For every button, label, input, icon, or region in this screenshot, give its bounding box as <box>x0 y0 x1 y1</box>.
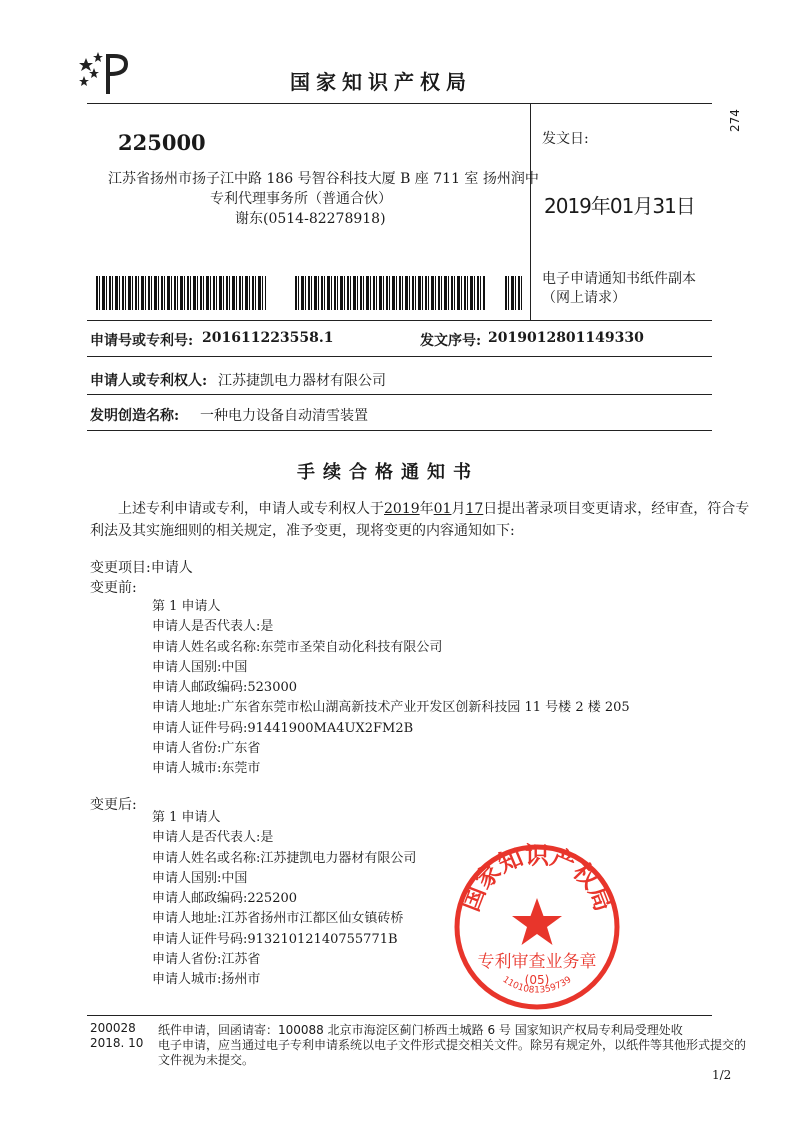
list-item: 申请人省份:广东省 <box>152 741 261 757</box>
recipient-contact: 谢东(0514-82278918) <box>235 211 386 227</box>
list-item: 申请人国别:中国 <box>152 870 248 886</box>
copy-note: 电子申请通知书纸件副本（网上请求） <box>542 271 696 306</box>
intro-text-1: 上述专利申请或专利，申请人或专利权人于 <box>118 501 384 517</box>
issue-date-value: 2019年01月31日 <box>544 194 695 218</box>
header-top-rule <box>87 103 712 104</box>
applicant-value: 江苏捷凯电力器材有限公司 <box>218 373 386 389</box>
seal-code: (05) <box>524 973 550 987</box>
after-list <box>152 808 416 991</box>
seal-center-text: 专利审查业务章 <box>477 952 597 972</box>
notice-intro <box>118 498 749 518</box>
list-item: 申请人证件号码:91321012140755771B <box>152 931 398 947</box>
seal-serial: 1101081359739 <box>500 974 574 996</box>
serial-label: 发文序号: <box>420 333 482 349</box>
cnipa-logo-icon <box>76 48 136 96</box>
issue-date-label: 发文日: <box>542 131 589 147</box>
postal-code: 225000 <box>118 130 206 155</box>
list-item: 申请人国别:中国 <box>152 659 248 675</box>
footer-line-2: 电子申请，应当通过电子专利申请系统以电子文件形式提交相关文件。除另有规定外，以纸件等其他形式提交的 <box>158 1038 747 1052</box>
list-item: 申请人邮政编码:225200 <box>152 891 298 907</box>
intro-month: 01 <box>433 501 452 517</box>
intro-day: 17 <box>465 501 484 517</box>
info-rule-1 <box>87 320 712 321</box>
list-item: 申请人城市:扬州市 <box>152 972 261 988</box>
side-number: 274 <box>728 109 742 132</box>
notice-intro-line2: 利法及其实施细则的相关规定，准予变更，现将变更的内容通知如下: <box>90 523 515 539</box>
intro-text-4: 日提出著录项目变更请求，经审查，符合专 <box>483 501 750 517</box>
header-divider <box>530 104 531 320</box>
before-list <box>152 597 630 780</box>
serial-value: 2019012801149330 <box>488 330 644 346</box>
seal-star-icon <box>512 898 562 945</box>
list-item: 申请人地址:江苏省扬州市江都区仙女镇砖桥 <box>152 911 404 927</box>
office-name: 国家知识产权局 <box>290 70 472 94</box>
footer-form-no: 200028 <box>90 1021 136 1035</box>
applicant-label: 申请人或专利权人: <box>90 373 208 389</box>
footer-line-1: 纸件申请，回函请寄：100088 北京市海淀区蓟门桥西土城路 6 号 国家知识产权局专利局受理处收 <box>158 1023 683 1037</box>
list-item: 申请人姓名或名称:江苏捷凯电力器材有限公司 <box>152 850 417 866</box>
list-item: 第 1 申请人 <box>152 599 221 614</box>
info-rule-3 <box>87 394 712 395</box>
intro-text-2: 年 <box>419 501 434 517</box>
after-label: 变更后: <box>90 797 137 813</box>
app-no-label: 申请号或专利号: <box>90 333 194 349</box>
notice-title: 手续合格通知书 <box>297 462 479 483</box>
app-no-value: 201611223558.1 <box>202 330 334 346</box>
footer-line-3: 文件视为未提交。 <box>158 1053 255 1067</box>
intro-text-3: 月 <box>451 501 466 517</box>
seal-arc-text: 国家知识产权局 <box>456 842 618 916</box>
change-item: 变更项目:申请人 <box>90 560 193 576</box>
list-item: 申请人是否代表人:是 <box>152 830 274 846</box>
info-rule-4 <box>87 430 712 431</box>
list-item: 申请人城市:东莞市 <box>152 761 261 777</box>
footer-rule <box>87 1015 712 1016</box>
list-item: 申请人姓名或名称:东莞市圣荣自动化科技有限公司 <box>152 639 443 655</box>
info-rule-2 <box>87 356 712 357</box>
before-label: 变更前: <box>90 580 137 596</box>
list-item: 申请人地址:广东省东莞市松山湖高新技术产业开发区创新科技园 11 号楼 2 楼 205 <box>152 700 630 716</box>
invention-label: 发明创造名称: <box>90 408 180 424</box>
list-item: 第 1 申请人 <box>152 810 221 825</box>
recipient-address: 江苏省扬州市扬子江中路 186 号智谷科技大厦 B 座 711 室 扬州润中 <box>108 171 539 187</box>
list-item: 申请人邮政编码:523000 <box>152 680 298 696</box>
barcode-middle <box>295 276 485 310</box>
official-seal <box>452 842 622 1012</box>
page-number: 1/2 <box>712 1068 732 1082</box>
footer-form-date: 2018. 10 <box>90 1036 144 1050</box>
barcode-right <box>505 276 523 310</box>
recipient-agency: 专利代理事务所（普通合伙） <box>210 191 392 207</box>
list-item: 申请人证件号码:91441900MA4UX2FM2B <box>152 720 414 736</box>
intro-year: 2019 <box>384 501 420 517</box>
barcode-left <box>96 276 266 310</box>
list-item: 申请人是否代表人:是 <box>152 619 274 635</box>
list-item: 申请人省份:江苏省 <box>152 952 261 968</box>
invention-value: 一种电力设备自动清雪装置 <box>200 408 368 424</box>
